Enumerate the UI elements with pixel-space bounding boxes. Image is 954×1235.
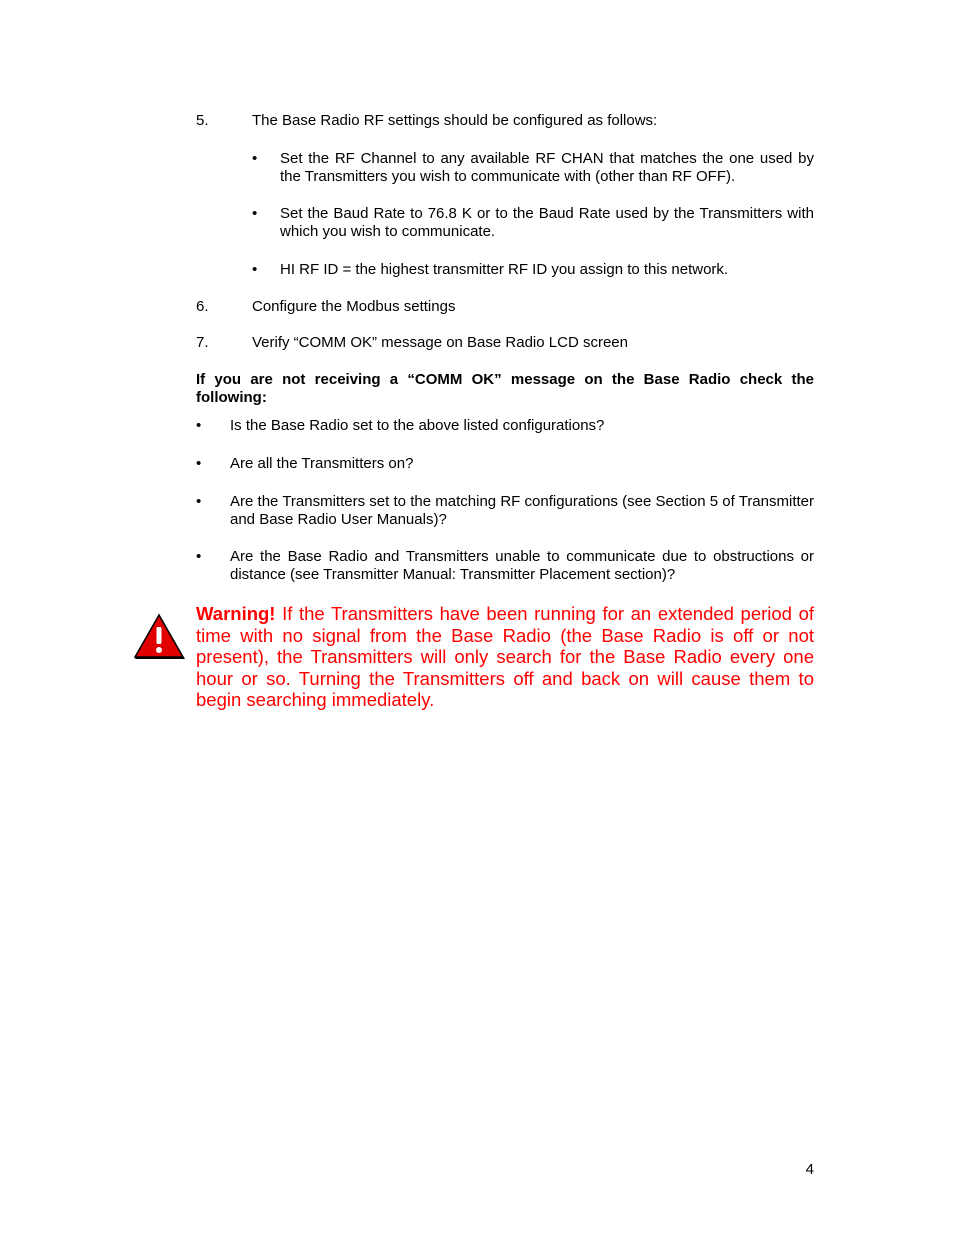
warning-text: If the Transmitters have been running for an extended period of time with no signal from the Base Radio (the Base Radio is off or not present), the Transmitters will only search for the Base Radio every one hour or so. Turning the Transmitters off and back on will cause them to begin searching immediately. (196, 603, 814, 711)
bullet: • (196, 455, 202, 472)
warning-paragraph (196, 603, 814, 711)
check-item-text: Is the Base Radio set to the above listed configurations? (230, 417, 605, 434)
warning-triangle-icon (132, 612, 186, 660)
step-text: Configure the Modbus settings (252, 298, 456, 315)
check-item-text: Are all the Transmitters on? (230, 455, 414, 472)
bullet-text: Set the RF Channel to any available RF CHAN that matches the one used by the Transmitters you wish to communicate with (other than RF OFF). (280, 150, 814, 185)
bullet: • (252, 150, 258, 167)
check-item-text: Are the Base Radio and Transmitters unable to communicate due to obstructions or distance (see Transmitter Manual: Transmitter Placement section)? (230, 548, 814, 583)
step-text: Verify “COMM OK” message on Base Radio LCD screen (252, 334, 628, 351)
bullet-text: HI RF ID = the highest transmitter RF ID you assign to this network. (280, 261, 729, 278)
bullet: • (196, 417, 202, 434)
step-number: 7. (196, 334, 209, 351)
warning-label: Warning! (196, 603, 276, 624)
check-heading: If you are not receiving a “COMM OK” message on the Base Radio check the following: (196, 371, 814, 406)
bullet-text: Set the Baud Rate to 76.8 K or to the Baud Rate used by the Transmitters with which you wish to communicate. (280, 205, 814, 240)
step-number: 6. (196, 298, 209, 315)
check-item-text: Are the Transmitters set to the matching RF configurations (see Section 5 of Transmitter and Base Radio User Manuals)? (230, 493, 814, 528)
bullet: • (196, 548, 202, 565)
bullet: • (252, 261, 258, 278)
bullet: • (196, 493, 202, 510)
step-text: The Base Radio RF settings should be configured as follows: (252, 112, 658, 129)
bullet: • (252, 205, 258, 222)
step-number: 5. (196, 112, 209, 129)
page-number: 4 (805, 1161, 814, 1178)
